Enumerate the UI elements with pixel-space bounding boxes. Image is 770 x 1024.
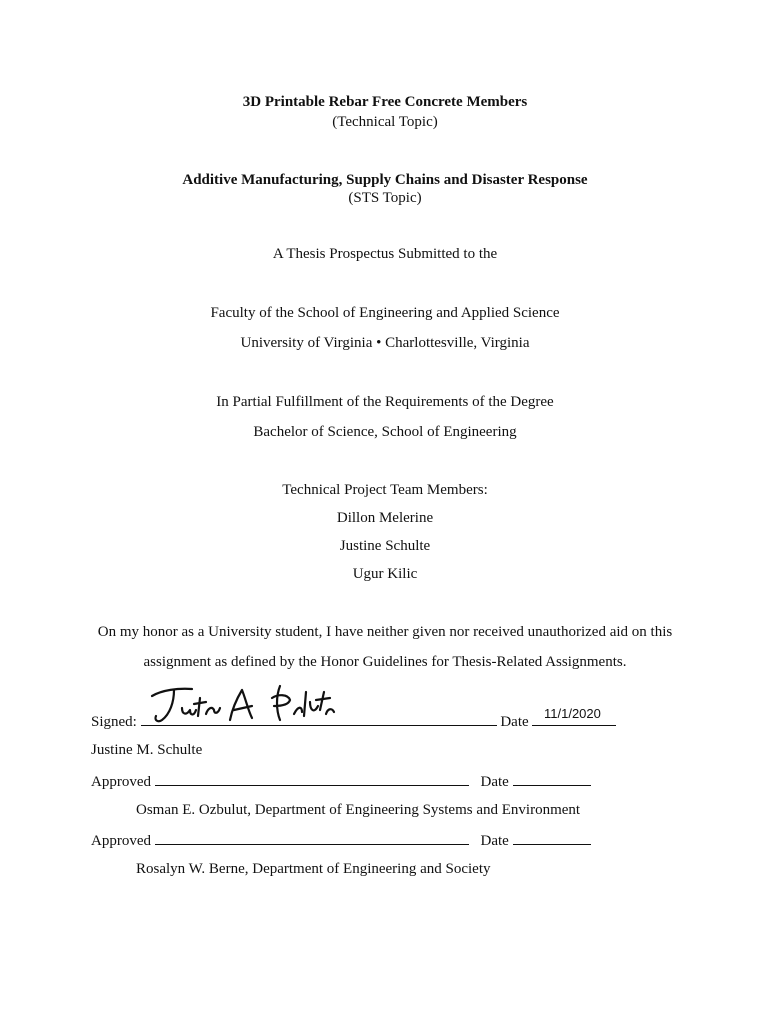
date-label: Date bbox=[480, 774, 509, 790]
sts-subtitle: (STS Topic) bbox=[348, 190, 422, 206]
approved-label: Approved bbox=[91, 774, 151, 790]
technical-title: 3D Printable Rebar Free Concrete Members bbox=[242, 94, 528, 110]
team-member: Dillon Melerine bbox=[336, 510, 434, 526]
approval-signature-line bbox=[155, 831, 469, 845]
signer-name: Justine M. Schulte bbox=[91, 742, 203, 758]
handwritten-date: 11/1/2020 bbox=[544, 706, 601, 721]
university-line: University of Virginia • Charlottesville, Virginia bbox=[240, 335, 530, 351]
team-heading: Technical Project Team Members: bbox=[282, 482, 488, 498]
date-label: Date bbox=[500, 714, 529, 730]
approval-row-2 bbox=[91, 831, 591, 850]
degree-line: Bachelor of Science, School of Engineering bbox=[253, 424, 517, 440]
date-label: Date bbox=[480, 833, 509, 849]
team-member: Justine Schulte bbox=[339, 538, 431, 554]
fulfillment-line: In Partial Fulfillment of the Requirements of the Degree bbox=[216, 394, 554, 410]
date-line bbox=[513, 831, 591, 845]
signed-label: Signed: bbox=[91, 714, 137, 730]
sts-title: Additive Manufacturing, Supply Chains and Disaster Response bbox=[182, 172, 588, 188]
submitted-to-line: A Thesis Prospectus Submitted to the bbox=[272, 246, 498, 262]
honor-statement-line-1: On my honor as a University student, I have neither given nor received unauthorized aid on this bbox=[97, 624, 673, 640]
technical-subtitle: (Technical Topic) bbox=[332, 114, 438, 130]
faculty-line: Faculty of the School of Engineering and Applied Science bbox=[210, 305, 560, 321]
approved-label: Approved bbox=[91, 833, 151, 849]
approval-row-1 bbox=[91, 772, 591, 791]
approver-1: Osman E. Ozbulut, Department of Engineering Systems and Environment bbox=[136, 802, 581, 818]
handwritten-signature bbox=[148, 680, 338, 728]
approval-signature-line bbox=[155, 772, 469, 786]
team-member: Ugur Kilic bbox=[352, 566, 418, 582]
honor-statement-line-2: assignment as defined by the Honor Guidelines for Thesis-Related Assignments. bbox=[143, 654, 627, 670]
date-line bbox=[513, 772, 591, 786]
approver-2: Rosalyn W. Berne, Department of Engineering and Society bbox=[136, 861, 491, 877]
